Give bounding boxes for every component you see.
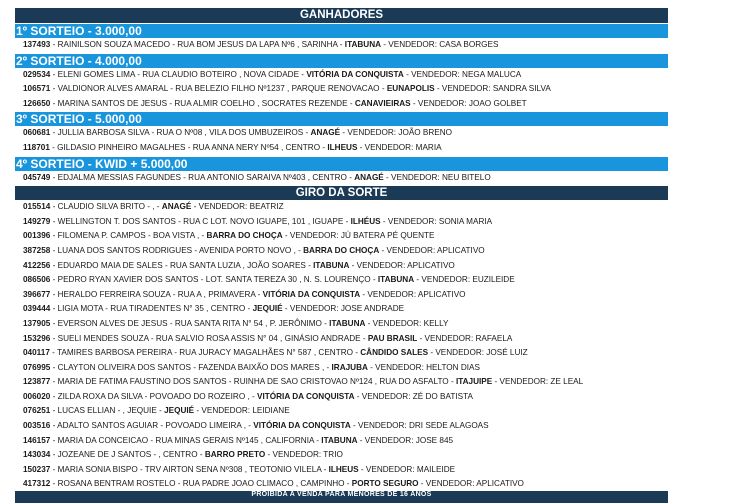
winner-details: - JULLIA BARBOSA SILVA - RUA O Nº08 , VILA DOS UMBUZEIROS -	[50, 128, 311, 138]
winner-seller: - VENDEDOR: HELTON DIAS	[367, 362, 480, 372]
winner-row	[15, 346, 668, 361]
winner-row	[15, 126, 668, 141]
winner-details: - MARIA DA CONCEICAO - RUA MINAS GERAIS Nº145 , CALIFORNIA -	[50, 435, 322, 445]
winner-details: - EDJALMA MESSIAS FAGUNDES - RUA ANTONIO SARAIVA Nº403 , CENTRO -	[50, 172, 355, 182]
winner-city: VITÓRIA DA CONQUISTA	[257, 391, 355, 401]
winner-row	[15, 200, 668, 215]
ticket-number: 060681	[23, 128, 51, 138]
winner-seller: - VENDEDOR: NEGA MALUCA	[403, 69, 522, 79]
winner-seller: - VENDEDOR: CASA BORGES	[381, 40, 499, 49]
winner-details: - LUANA DOS SANTOS RODRIGUES - AVENIDA PORTO NOVO , -	[50, 245, 304, 255]
winner-details: - MARIA DE FATIMA FAUSTINO DOS SANTOS - RUINHA DE SAO CRISTOVAO Nº124 , RUA DO ASFALTO -	[50, 377, 456, 387]
winner-seller: - VENDEDOR: TRIO	[265, 450, 343, 460]
ticket-number: 146157	[23, 435, 51, 445]
ticket-number: 417312	[23, 479, 51, 489]
winners-header: GANHADORES	[15, 8, 668, 23]
winner-row	[15, 332, 668, 347]
winner-city: BARRA DO CHOÇA	[303, 245, 380, 255]
winner-city: VITÓRIA DA CONQUISTA	[306, 69, 404, 79]
winner-city: EUNAPOLIS	[386, 84, 435, 94]
winner-row	[15, 434, 668, 449]
winner-city: CANAVIEIRAS	[354, 98, 411, 108]
winner-seller: - VENDEDOR: APLICATIVO	[418, 479, 524, 489]
age-restriction-footer: PROIBIDA A VENDA PARA MENORES DE 16 ANOS	[15, 491, 668, 503]
winner-details: - EDUARDO MAIA DE SALES - RUA SANTA LUZIA , JOÃO SOARES -	[50, 260, 314, 270]
prize-header: 1º SORTEIO - 3.000,00	[15, 24, 668, 38]
winner-seller: - VENDEDOR: KELLY	[365, 318, 449, 328]
winner-seller: - VENDEDOR: JOAO GOLBET	[410, 98, 527, 108]
ticket-number: 106571	[23, 84, 51, 94]
winner-details: - ZILDA ROXA DA SILVA - POVOADO DO ROZEIRO , -	[50, 391, 258, 401]
winner-city: JEQUIÉ	[164, 406, 195, 416]
ticket-number: 086506	[23, 275, 51, 285]
winner-details: - MARIA SONIA BISPO - TRV AIRTON SENA Nº308 , TEOTONIO VILELA -	[50, 464, 329, 474]
winner-details: - LUCAS ELLIAN - , JEQUIE -	[50, 406, 165, 416]
winner-details: - JOZEANE DE J SANTOS - , CENTRO -	[50, 450, 205, 460]
ticket-number: 076995	[23, 362, 51, 372]
winner-details: - GILDASIO PINHEIRO MAGALHES - RUA ANNA NERY Nº54 , CENTRO -	[49, 142, 328, 152]
ticket-number: 387258	[23, 245, 51, 255]
ticket-number: 040117	[23, 348, 50, 358]
winner-seller: - VENDEDOR: APLICATIVO	[349, 260, 455, 270]
winner-details: - EVERSON ALVES DE JESUS - RUA SANTA RITA N° 54 , P. JERÔNIMO -	[50, 318, 330, 328]
winner-seller: - VENDEDOR: ZE LEAL	[492, 377, 584, 387]
winner-seller: - VENDEDOR: BEATRIZ	[191, 202, 284, 212]
winner-city: ITAJUIPE	[455, 377, 493, 387]
winner-city: ITABUNA	[313, 260, 350, 270]
winner-row	[15, 448, 668, 463]
winner-details: - WELLINGTON T. DOS SANTOS - RUA C LOT. NOVO IGUAPE, 101 , IGUAPE -	[50, 216, 351, 226]
winner-details: - LIGIA MOTA - RUA TIRADENTES N° 35 , CENTRO -	[50, 304, 253, 314]
winner-seller: - VENDEDOR: APLICATIVO	[379, 245, 485, 255]
winner-city: ILHÉUS	[350, 216, 381, 226]
ticket-number: 137493	[23, 40, 51, 49]
winner-row	[15, 375, 668, 390]
winner-row	[15, 477, 668, 492]
giro-list	[15, 200, 668, 492]
winner-row	[15, 361, 668, 376]
winner-details: - FILOMENA P. CAMPOS - BOA VISTA , -	[50, 231, 207, 241]
ticket-number: 126650	[23, 98, 51, 108]
winner-seller: - VENDEDOR: EUZILEIDE	[414, 275, 515, 285]
winner-city: VITÓRIA DA CONQUISTA	[262, 289, 361, 299]
ticket-number: 006020	[23, 391, 51, 401]
prize-header: 2º SORTEIO - 4.000,00	[15, 54, 668, 68]
ticket-number: 029534	[23, 69, 51, 79]
winner-city: ILHEUS	[327, 142, 358, 152]
winner-city: BARRO PRETO	[204, 450, 266, 460]
ticket-number: 412256	[23, 260, 51, 270]
winner-row	[15, 171, 668, 186]
winner-details: - ELENI GOMES LIMA - RUA CLAUDIO BOTEIRO , NOVA CIDADE -	[50, 69, 307, 79]
results-sheet	[15, 8, 668, 492]
ticket-number: 396677	[23, 289, 51, 299]
winner-details: - CLAYTON OLIVEIRA DOS SANTOS - FAZENDA BAIXÃO DOS MARES , -	[50, 362, 332, 372]
winner-seller: - VENDEDOR: MARIA	[357, 142, 442, 152]
winner-row	[15, 302, 668, 317]
ticket-number: 123877	[23, 377, 51, 387]
winner-seller: - VENDEDOR: JÚ BATERA PÉ QUENTE	[282, 231, 435, 241]
winner-city: PAU BRASIL	[367, 333, 418, 343]
winner-row	[15, 141, 668, 156]
winner-seller: - VENDEDOR: SONIA MARIA	[380, 216, 493, 226]
winner-city: IRAJUBA	[331, 362, 368, 372]
winner-city: BARRA DO CHOÇA	[206, 231, 283, 241]
ticket-number: 039444	[23, 304, 51, 314]
ticket-number: 137905	[23, 318, 51, 328]
winner-row	[15, 229, 668, 244]
winner-details: - ADALTO SANTOS AGUIAR - POVOADO LIMEIRA , -	[50, 421, 254, 431]
winner-city: ITABUNA	[344, 40, 382, 49]
winner-city: PORTO SEGURO	[351, 479, 419, 489]
winner-details: - CLAUDIO SILVA BRITO - , -	[50, 202, 162, 212]
winner-row	[15, 463, 668, 478]
winner-row	[15, 273, 668, 288]
winner-city: ANAGÉ	[310, 128, 341, 138]
winner-details: - ROSANA BENTRAM ROSTELO - RUA PADRE JOAO CLIMACO , CAMPINHO -	[50, 479, 352, 489]
winner-details: - RAINILSON SOUZA MACEDO - RUA BOM JESUS DA LAPA Nº6 , SARINHA -	[50, 40, 345, 49]
giro-header: GIRO DA SORTE	[15, 186, 668, 200]
ticket-number: 003516	[23, 421, 51, 431]
winner-city: VITÓRIA DA CONQUISTA	[253, 421, 351, 431]
winner-seller: - VENDEDOR: JOSE 845	[357, 435, 454, 445]
winner-city: ANAGÉ	[161, 202, 192, 212]
winner-row	[15, 244, 668, 259]
winner-seller: - VENDEDOR: RAFAELA	[417, 333, 513, 343]
winner-details: - SUELI MENDES SOUZA - RUA SALVIO ROSA ASSIS N° 04 , GINÁSIO ANDRADE -	[50, 333, 368, 343]
winner-city: CÂNDIDO SALES	[360, 348, 429, 358]
winner-row	[15, 97, 668, 112]
winner-city: ITABUNA	[329, 318, 366, 328]
ticket-number: 143034	[23, 450, 51, 460]
winner-seller: - VENDEDOR: SANDRA SILVA	[434, 84, 551, 94]
winner-city: JEQUIÉ	[252, 304, 283, 314]
winner-seller: - VENDEDOR: JOSE ANDRADE	[282, 304, 405, 314]
winner-seller: - VENDEDOR: LEIDIANE	[194, 406, 290, 416]
winner-row	[15, 38, 668, 53]
winner-seller: - VENDEDOR: JOSÉ LUIZ	[428, 348, 528, 358]
winner-city: ITABUNA	[377, 275, 415, 285]
ticket-number: 015514	[23, 202, 51, 212]
winner-row	[15, 404, 668, 419]
winner-seller: - VENDEDOR: MAILEIDE	[358, 464, 456, 474]
winner-seller: - VENDEDOR: DRI SEDE ALAGOAS	[350, 421, 489, 431]
winner-details: - PEDRO RYAN XAVIER DOS SANTOS - LOT. SANTA TEREZA 30 , N. S. LOURENÇO -	[50, 275, 378, 285]
winner-seller: - VENDEDOR: JOÃO BRENO	[340, 128, 453, 138]
winner-details: - HERALDO FERREIRA SOUZA - RUA A , PRIMAVERA -	[50, 289, 263, 299]
winner-details: - MARINA SANTOS DE JESUS - RUA ALMIR COELHO , SOCRATES REZENDE -	[50, 98, 355, 108]
winner-details: - TAMIRES BARBOSA PEREIRA - RUA JURACY MAGALHÃES N° 587 , CENTRO -	[49, 348, 361, 358]
winner-row	[15, 317, 668, 332]
winner-row	[15, 82, 668, 97]
winner-row	[15, 419, 668, 434]
prize-header: 3º SORTEIO - 5.000,00	[15, 112, 668, 126]
ticket-number: 118701	[23, 142, 50, 152]
ticket-number: 153296	[23, 333, 51, 343]
winner-row	[15, 68, 668, 83]
winner-seller: - VENDEDOR: NEU BITELO	[383, 172, 491, 182]
ticket-number: 076251	[23, 406, 51, 416]
ticket-number: 150237	[23, 464, 51, 474]
winner-seller: - VENDEDOR: APLICATIVO	[360, 289, 466, 299]
winner-city: ANAGÉ	[354, 172, 384, 182]
ticket-number: 045749	[23, 172, 51, 182]
winner-row	[15, 390, 668, 405]
winner-details: - VALDIONOR ALVES AMARAL - RUA BELEZIO FILHO Nº1237 , PARQUE RENOVACAO -	[50, 84, 387, 94]
winner-row	[15, 259, 668, 274]
winner-seller: - VENDEDOR: ZÉ DO BATISTA	[354, 391, 473, 401]
winner-row	[15, 288, 668, 303]
winner-city: ILHEUS	[328, 464, 359, 474]
ticket-number: 149279	[23, 216, 51, 226]
winner-row	[15, 215, 668, 230]
prizes-section	[15, 24, 668, 185]
ticket-number: 001396	[23, 231, 51, 241]
winner-city: ITABUNA	[321, 435, 358, 445]
prize-header: 4º SORTEIO - KWID + 5.000,00	[15, 157, 668, 171]
